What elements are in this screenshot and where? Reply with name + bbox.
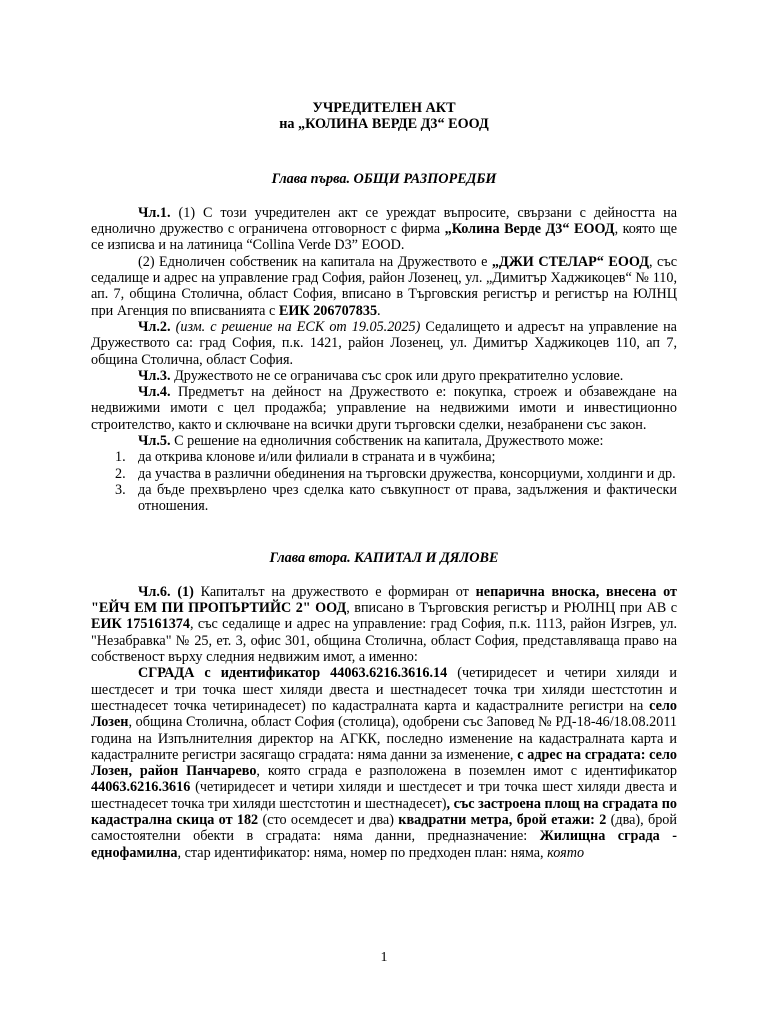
article-6-label: Чл.6. (1) — [138, 583, 194, 600]
article-5-list — [91, 449, 677, 514]
building-address: с адрес на сградата: село Лозен, район Панчарево — [91, 746, 678, 780]
owner-eik: ЕИК 206707835 — [278, 302, 378, 319]
article-5: Чл.5. С решение на едноличния собственик на капитала, Дружеството може: — [138, 433, 604, 450]
village-name: село Лозен — [91, 697, 677, 731]
article-5-label: Чл.5. — [138, 433, 171, 450]
chapter-1-heading: Глава първа. ОБЩИ РАЗПОРЕДБИ — [271, 170, 497, 187]
document-page — [91, 100, 677, 861]
article-2: Чл.2. (изм. с решение на ЕСК от 19.05.2025) Седалището и адресът на управление на Дружеството са: град София, п.к. 1421, район Лозенец, ул. Димитър Хаджикоцев 110, ап 7, община Столична, област София. — [91, 318, 677, 368]
article-6-para-1: Чл.6. (1) Капиталът на дружеството е формиран от непарична вноска, внесена от "ЕЙЧ ЕМ ПИ ПРОПЪРТИЙС 2" ООД, вписано в Търговския регистър и РЮЛНЦ при АВ с ЕИК 175161374, със седалище и адрес на управление: град София, п.к. 1113, район Изгрев, ул. "Незабравка" № 25, ет. 3, офис 301, община Столична, област София, представляваща право на собственост върху следния недвижим имот, а именно: — [91, 583, 678, 666]
floors: квадратни метра, брой етажи: 2 — [398, 811, 607, 828]
contributor-eik: ЕИК 175161374 — [91, 616, 190, 633]
list-item: 3. да бъде прехвърлено чрез сделка като съвкупност от права, задължения и фактически отношения. — [115, 481, 677, 515]
built-area: , със застроена площ на сградата по кадастрална скица от 182 — [91, 795, 677, 828]
article-4: Чл.4. Предметът на дейност на Дружеството е: покупка, строеж и обзавеждане на недвижими имоти с цел продажба; управление на недвижими имоти и инвестиционно строителство, както и сключване на всички други търговски сделки, незабранени със закон. — [91, 384, 677, 433]
article-3: Чл.3. Дружеството не се ограничава със срок или друго прекратително условие. — [138, 367, 624, 384]
title-line-1: УЧРЕДИТЕЛЕН АКТ — [312, 100, 456, 116]
building-purpose: Жилищна сграда - еднофамилна — [91, 828, 677, 861]
plot-id: 44063.6216.3616 — [91, 779, 191, 796]
chapter-2-heading: Глава втора. КАПИТАЛ И ДЯЛОВЕ — [269, 549, 499, 566]
title-line-2: на „КОЛИНА ВЕРДЕ Д3“ ЕООД — [279, 116, 489, 133]
article-1-label: Чл.1. — [138, 204, 171, 221]
list-item: 2. да участва в различни обединения на търговски дружества, консорциуми, холдинги и др. — [115, 465, 676, 482]
document-title — [91, 100, 677, 133]
building-id: СГРАДА с идентификатор 44063.6216.3616.14 — [138, 665, 448, 682]
article-1-para-2: (2) Едноличен собственик на капитала на Дружеството е „ДЖИ СТЕЛАР“ ЕООД, със седалище и адрес на управление град София, район Лозенец, ул. „Димитър Хаджикоцев“ № 110, ап. 7, община Столична, област София, вписано в Търговския регистър и регистър на ЮЛНЦ при Агенция по вписванията с ЕИК 206707835. — [91, 253, 677, 319]
list-item: 1. да открива клонове и/или филиали в страната и в чужбина; — [115, 449, 496, 466]
owner-name: „ДЖИ СТЕЛАР“ ЕООД — [491, 253, 649, 270]
article-3-label: Чл.3. — [138, 367, 171, 384]
article-4-label: Чл.4. — [138, 384, 171, 401]
article-1-para-1: Чл.1. (1) С този учредителен акт се уреждат въпросите, свързани с дейността на еднолично дружество с ограничена отговорност с фирма „Колина Верде Д3“ ЕООД, която ще се изписва и на латиница “Collina Verde D3” EOOD. — [91, 204, 677, 254]
article-2-label: Чл.2. — [138, 318, 171, 335]
company-name: „Колина Верде Д3“ ЕООД — [444, 221, 615, 238]
amendment-note: (изм. с решение на ЕСК от 19.05.2025) — [170, 318, 421, 335]
contributor-name: непарична вноска, внесена от "ЕЙЧ ЕМ ПИ ПРОПЪРТИЙС 2" ООД — [91, 583, 678, 617]
building-description: СГРАДА с идентификатор 44063.6216.3616.14 (четиридесет и четири хиляди и шестдесет и три точка шест хиляди двеста и шестнадесет точка три хиляди шестстотин и шестнадесет точка четиринадесет) по кадастралната карта и кадастралните регистри на село Лозен, община Столична, област София (столица), одобрени със Заповед № РД-18-46/18.08.2011 година на Изпълнителния директор на АГКК, последно изменение на кадастралната карта и кадастралните регистри засягащо сградата: няма данни за изменение, с адрес на сградата: село Лозен, район Панчарево, която сграда е разположена в поземлен имот с идентификатор 44063.6216.3616 (четиридесет и четири хиляди и шестдесет и три точка шест хиляди двеста и шестнадесет точка три хиляди шестстотин и шестнадесет), със застроена площ на сградата по кадастрална скица от 182 (сто осемдесет и два) квадратни метра, брой етажи: 2 (два), брой самостоятелни обекти в сградата: няма данни, предназначение: Жилищна сграда - еднофамилна, стар идентификатор: няма, номер по предходен план: няма, която — [91, 665, 678, 861]
page-number: 1 — [380, 950, 388, 965]
